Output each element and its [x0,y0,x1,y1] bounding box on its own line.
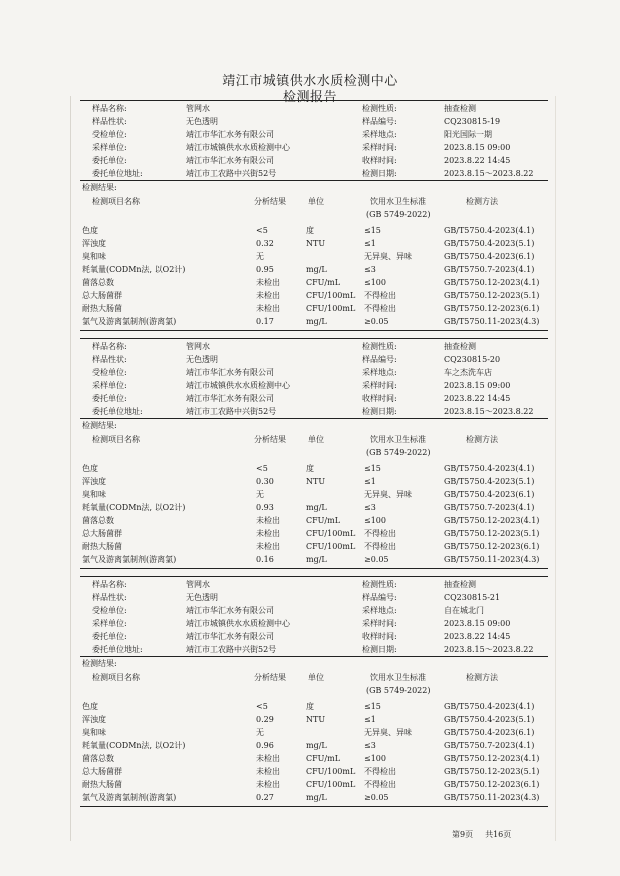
row-unit: CFU/100mL [306,291,356,300]
value-client: 靖江市华汇水务有限公司 [186,632,274,641]
row-unit: CFU/mL [306,516,341,525]
info-bottom-rule [80,656,548,657]
row-method: GB/T5750.4-2023(4.1) [444,702,535,711]
row-item: 耗氧量(CODMn法, 以O2计) [82,741,186,750]
row-standard: 无异臭、异味 [364,490,412,499]
col-method-header: 检测方法 [466,673,498,682]
label-receiver: 受检单位: [92,368,127,377]
section-bottom-rule [80,806,548,807]
row-standard: ≤1 [364,239,376,248]
row-result: 未检出 [256,304,280,313]
row-unit: mg/L [306,793,327,802]
row-result: 0.32 [256,239,274,248]
value-client: 靖江市华汇水务有限公司 [186,394,274,403]
label-sampling-time: 采样时间: [362,619,397,628]
value-sampler: 靖江市城镇供水水质检测中心 [186,381,290,390]
row-method: GB/T5750.11-2023(4.3) [444,317,540,326]
row-unit: CFU/100mL [306,767,356,776]
row-result: <5 [256,702,268,711]
label-sample-name: 样品名称: [92,104,127,113]
col-unit-header: 单位 [308,197,324,206]
row-method: GB/T5750.7-2023(4.1) [444,503,535,512]
row-unit: CFU/100mL [306,304,356,313]
results-label: 检测结果: [82,421,117,430]
row-result: 0.17 [256,317,274,326]
row-result: 未检出 [256,529,280,538]
row-standard: ≤3 [364,741,376,750]
label-client: 委托单位: [92,632,127,641]
value-client-address: 靖江市工农路中兴街52号 [186,169,277,178]
row-result: 未检出 [256,291,280,300]
col-standard-header: 饮用水卫生标准 [370,435,426,444]
row-result: <5 [256,464,268,473]
col-standard-header: 饮用水卫生标准 [370,197,426,206]
row-result: <5 [256,226,268,235]
row-standard: 不得检出 [364,304,396,313]
label-sampler: 采样单位: [92,619,127,628]
row-unit: mg/L [306,741,327,750]
page-footer [452,829,523,840]
value-sample-traits: 无色透明 [186,593,218,602]
label-test-date: 检测日期: [362,407,397,416]
row-method: GB/T5750.12-2023(6.1) [444,542,540,551]
value-sampling-site: 车之杰洗车店 [444,368,492,377]
row-method: GB/T5750.7-2023(4.1) [444,265,535,274]
row-standard: ≤1 [364,715,376,724]
section-top-rule [80,338,548,339]
row-result: 0.95 [256,265,274,274]
row-result: 0.93 [256,503,274,512]
label-sampler: 采样单位: [92,381,127,390]
label-sampler: 采样单位: [92,143,127,152]
row-unit: CFU/100mL [306,780,356,789]
label-sampling-site: 采样地点: [362,130,397,139]
results-label: 检测结果: [82,183,117,192]
info-bottom-rule [80,180,548,181]
label-sampling-time: 采样时间: [362,381,397,390]
value-receipt-time: 2023.8.22 14:45 [444,632,511,641]
value-receiver: 靖江市华汇水务有限公司 [186,368,274,377]
row-unit: mg/L [306,555,327,564]
value-client-address: 靖江市工农路中兴街52号 [186,645,277,654]
row-standard: 不得检出 [364,529,396,538]
col-method-header: 检测方法 [466,435,498,444]
col-result-header: 分析结果 [254,197,286,206]
row-result: 0.27 [256,793,274,802]
value-sample-name: 管网水 [186,580,210,589]
row-unit: NTU [306,715,326,724]
label-receiver: 受检单位: [92,130,127,139]
row-standard: ≤100 [364,278,386,287]
row-method: GB/T5750.12-2023(6.1) [444,780,540,789]
label-receiver: 受检单位: [92,606,127,615]
value-sample-no: CQ230815-21 [444,593,501,602]
row-result: 未检出 [256,278,280,287]
row-standard: 无异臭、异味 [364,728,412,737]
col-item-header: 检测项目名称 [92,197,140,206]
value-receipt-time: 2023.8.22 14:45 [444,156,511,165]
label-sample-no: 样品编号: [362,355,397,364]
value-client: 靖江市华汇水务有限公司 [186,156,274,165]
value-sampling-time: 2023.8.15 09:00 [444,143,511,152]
label-test-date: 检测日期: [362,169,397,178]
row-item: 菌落总数 [82,278,114,287]
report-subtitle: 检测报告 [282,90,337,105]
row-item: 色度 [82,702,98,711]
row-standard: ≥0.05 [364,555,389,564]
info-bottom-rule [80,418,548,419]
row-method: GB/T5750.11-2023(4.3) [444,793,540,802]
row-method: GB/T5750.12-2023(5.1) [444,767,540,776]
row-method: GB/T5750.4-2023(6.1) [444,490,535,499]
row-item: 浑浊度 [82,715,106,724]
value-sample-name: 管网水 [186,342,210,351]
row-method: GB/T5750.4-2023(4.1) [444,226,535,235]
value-sample-traits: 无色透明 [186,355,218,364]
label-sampling-site: 采样地点: [362,368,397,377]
col-result-header: 分析结果 [254,435,286,444]
label-sample-traits: 样品性状: [92,117,127,126]
value-sampler: 靖江市城镇供水水质检测中心 [186,143,290,152]
row-item: 浑浊度 [82,477,106,486]
col-unit-header: 单位 [308,435,324,444]
row-unit: CFU/100mL [306,542,356,551]
row-unit: CFU/mL [306,278,341,287]
page-total: 共16页 [485,830,512,839]
col-standard-code: (GB 5749-2022) [366,210,431,219]
row-standard: ≤15 [364,464,381,473]
label-sampling-site: 采样地点: [362,606,397,615]
row-unit: NTU [306,477,326,486]
row-item: 臭和味 [82,252,106,261]
label-client-address: 委托单位地址: [92,645,143,654]
col-item-header: 检测项目名称 [92,435,140,444]
row-item: 浑浊度 [82,239,106,248]
label-test-nature: 检测性质: [362,580,397,589]
row-unit: mg/L [306,265,327,274]
value-receiver: 靖江市华汇水务有限公司 [186,130,274,139]
row-item: 色度 [82,226,98,235]
label-sample-name: 样品名称: [92,342,127,351]
row-item: 氯气及游离氯制剂(游离氯) [82,317,177,326]
value-sample-no: CQ230815-20 [444,355,501,364]
value-test-nature: 抽查检测 [444,104,476,113]
row-result: 无 [256,728,264,737]
row-item: 色度 [82,464,98,473]
row-method: GB/T5750.4-2023(6.1) [444,252,535,261]
row-result: 未检出 [256,516,280,525]
row-result: 未检出 [256,767,280,776]
row-standard: ≥0.05 [364,793,389,802]
row-unit: NTU [306,239,326,248]
row-item: 耗氧量(CODMn法, 以O2计) [82,265,186,274]
value-sampling-time: 2023.8.15 09:00 [444,619,511,628]
row-method: GB/T5750.12-2023(6.1) [444,304,540,313]
value-test-date: 2023.8.15～2023.8.22 [444,645,534,654]
row-method: GB/T5750.11-2023(4.3) [444,555,540,564]
row-standard: 不得检出 [364,780,396,789]
value-sample-no: CQ230815-19 [444,117,501,126]
row-unit: 度 [306,464,314,473]
value-sampling-site: 自在城北门 [444,606,484,615]
value-client-address: 靖江市工农路中兴街52号 [186,407,277,416]
row-method: GB/T5750.4-2023(5.1) [444,715,535,724]
row-result: 无 [256,252,264,261]
value-receipt-time: 2023.8.22 14:45 [444,394,511,403]
label-test-date: 检测日期: [362,645,397,654]
value-test-nature: 抽查检测 [444,342,476,351]
col-unit-header: 单位 [308,673,324,682]
row-standard: 无异臭、异味 [364,252,412,261]
row-standard: ≤3 [364,265,376,274]
row-standard: ≤3 [364,503,376,512]
row-item: 总大肠菌群 [82,529,122,538]
row-method: GB/T5750.12-2023(4.1) [444,516,540,525]
label-client-address: 委托单位地址: [92,169,143,178]
value-receiver: 靖江市华汇水务有限公司 [186,606,274,615]
row-standard: ≤100 [364,516,386,525]
report-title: 靖江市城镇供水水质检测中心 [222,74,398,89]
col-result-header: 分析结果 [254,673,286,682]
row-result: 0.96 [256,741,274,750]
row-item: 菌落总数 [82,516,114,525]
row-unit: CFU/100mL [306,529,356,538]
row-item: 臭和味 [82,728,106,737]
label-test-nature: 检测性质: [362,342,397,351]
row-item: 耗氧量(CODMn法, 以O2计) [82,503,186,512]
row-item: 耐热大肠菌 [82,542,122,551]
value-sampling-site: 阳光国际一期 [444,130,492,139]
section-top-rule [80,100,548,101]
row-unit: 度 [306,702,314,711]
row-unit: mg/L [306,503,327,512]
row-standard: ≥0.05 [364,317,389,326]
row-result: 0.29 [256,715,274,724]
row-unit: CFU/mL [306,754,341,763]
row-standard: ≤15 [364,702,381,711]
row-result: 无 [256,490,264,499]
row-result: 0.30 [256,477,274,486]
value-test-date: 2023.8.15～2023.8.22 [444,407,534,416]
row-standard: ≤1 [364,477,376,486]
label-sample-name: 样品名称: [92,580,127,589]
row-method: GB/T5750.4-2023(5.1) [444,477,535,486]
row-item: 耐热大肠菌 [82,780,122,789]
col-standard-header: 饮用水卫生标准 [370,673,426,682]
label-receipt-time: 收样时间: [362,394,397,403]
row-item: 总大肠菌群 [82,767,122,776]
value-test-date: 2023.8.15～2023.8.22 [444,169,534,178]
row-result: 未检出 [256,780,280,789]
row-item: 氯气及游离氯制剂(游离氯) [82,555,177,564]
row-standard: ≤100 [364,754,386,763]
label-sample-traits: 样品性状: [92,355,127,364]
col-standard-code: (GB 5749-2022) [366,448,431,457]
label-receipt-time: 收样时间: [362,632,397,641]
value-test-nature: 抽查检测 [444,580,476,589]
row-unit: 度 [306,226,314,235]
col-standard-code: (GB 5749-2022) [366,686,431,695]
value-sample-traits: 无色透明 [186,117,218,126]
label-sampling-time: 采样时间: [362,143,397,152]
section-top-rule [80,576,548,577]
row-method: GB/T5750.12-2023(5.1) [444,291,540,300]
row-method: GB/T5750.12-2023(5.1) [444,529,540,538]
row-item: 总大肠菌群 [82,291,122,300]
row-item: 菌落总数 [82,754,114,763]
page-number: 第9页 [452,830,474,839]
label-client: 委托单位: [92,394,127,403]
section-bottom-rule [80,330,548,331]
row-standard: 不得检出 [364,291,396,300]
row-method: GB/T5750.4-2023(5.1) [444,239,535,248]
value-sampling-time: 2023.8.15 09:00 [444,381,511,390]
row-item: 氯气及游离氯制剂(游离氯) [82,793,177,802]
label-sample-no: 样品编号: [362,117,397,126]
row-standard: ≤15 [364,226,381,235]
col-method-header: 检测方法 [466,197,498,206]
label-receipt-time: 收样时间: [362,156,397,165]
row-item: 臭和味 [82,490,106,499]
value-sample-name: 管网水 [186,104,210,113]
row-method: GB/T5750.4-2023(4.1) [444,464,535,473]
row-method: GB/T5750.12-2023(4.1) [444,754,540,763]
label-client: 委托单位: [92,156,127,165]
label-client-address: 委托单位地址: [92,407,143,416]
label-sample-traits: 样品性状: [92,593,127,602]
section-bottom-rule [80,568,548,569]
row-method: GB/T5750.12-2023(4.1) [444,278,540,287]
row-item: 耐热大肠菌 [82,304,122,313]
label-sample-no: 样品编号: [362,593,397,602]
label-test-nature: 检测性质: [362,104,397,113]
row-result: 未检出 [256,754,280,763]
row-result: 0.16 [256,555,274,564]
row-method: GB/T5750.4-2023(6.1) [444,728,535,737]
row-standard: 不得检出 [364,767,396,776]
row-result: 未检出 [256,542,280,551]
row-standard: 不得检出 [364,542,396,551]
value-sampler: 靖江市城镇供水水质检测中心 [186,619,290,628]
row-method: GB/T5750.7-2023(4.1) [444,741,535,750]
results-label: 检测结果: [82,659,117,668]
row-unit: mg/L [306,317,327,326]
col-item-header: 检测项目名称 [92,673,140,682]
